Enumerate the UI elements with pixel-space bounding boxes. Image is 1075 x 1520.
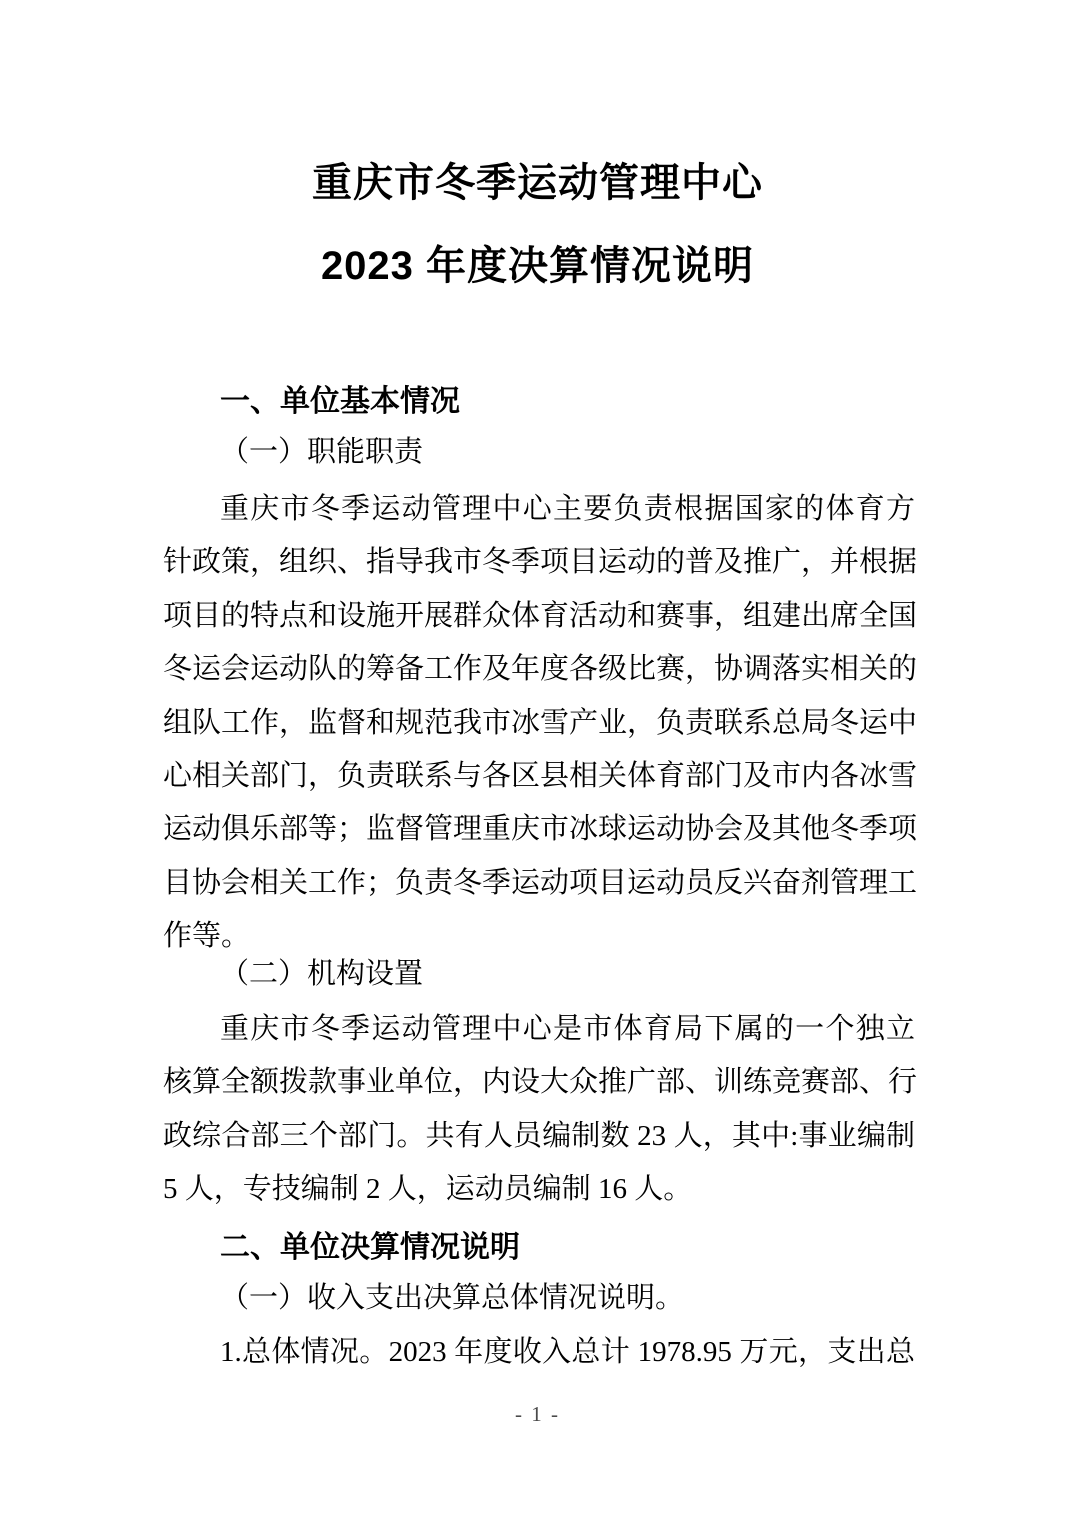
paragraph-line: 组队工作，监督和规范我市冰雪产业，负责联系总局冬运中 (163, 706, 918, 739)
paragraph-line: 心相关部门，负责联系与各区县相关体育部门及市内各冰雪 (163, 759, 918, 792)
document-title-line-1: 重庆市冬季运动管理中心 (312, 161, 763, 205)
page-number: - 1 - (515, 1402, 560, 1426)
section-1-heading: 一、单位基本情况 (220, 385, 460, 418)
paragraph-line: 运动俱乐部等；监督管理重庆市冰球运动协会及其他冬季项 (163, 813, 918, 846)
paragraph-overview (163, 1326, 915, 1379)
subsection-2-1-heading: （一）收入支出决算总体情况说明。 (220, 1282, 685, 1314)
section-2-heading: 二、单位决算情况说明 (220, 1231, 520, 1264)
paragraph-line: 项目的特点和设施开展群众体育活动和赛事，组建出席全国 (163, 599, 918, 632)
paragraph-duties (163, 483, 918, 964)
paragraph-line: 目协会相关工作；负责冬季运动项目运动员反兴奋剂管理工 (163, 866, 918, 899)
paragraph-line: 重庆市冬季运动管理中心是市体育局下属的一个独立 (220, 1013, 915, 1045)
paragraph-line: 核算全额拨款事业单位，内设大众推广部、训练竞赛部、行 (163, 1066, 918, 1099)
paragraph-line: 作等。 (163, 920, 251, 953)
subsection-1-2-heading: （二）机构设置 (220, 958, 424, 990)
subsection-1-1-heading: （一）职能职责 (220, 436, 424, 468)
paragraph-line: 重庆市冬季运动管理中心主要负责根据国家的体育方 (220, 493, 915, 525)
paragraph-line: 冬运会运动队的筹备工作及年度各级比赛，协调落实相关的 (163, 653, 918, 686)
paragraph-organization (163, 1003, 918, 1217)
paragraph-line: 政综合部三个部门。共有人员编制数 23 人，其中:事业编制 (163, 1119, 915, 1152)
paragraph-line: 5 人，专技编制 2 人，运动员编制 16 人。 (163, 1173, 693, 1206)
paragraph-line: 1.总体情况。2023 年度收入总计 1978.95 万元，支出总 (220, 1336, 915, 1368)
paragraph-line: 针政策，组织、指导我市冬季项目运动的普及推广，并根据 (163, 546, 918, 579)
document-title-line-2: 2023 年度决算情况说明 (320, 244, 755, 288)
